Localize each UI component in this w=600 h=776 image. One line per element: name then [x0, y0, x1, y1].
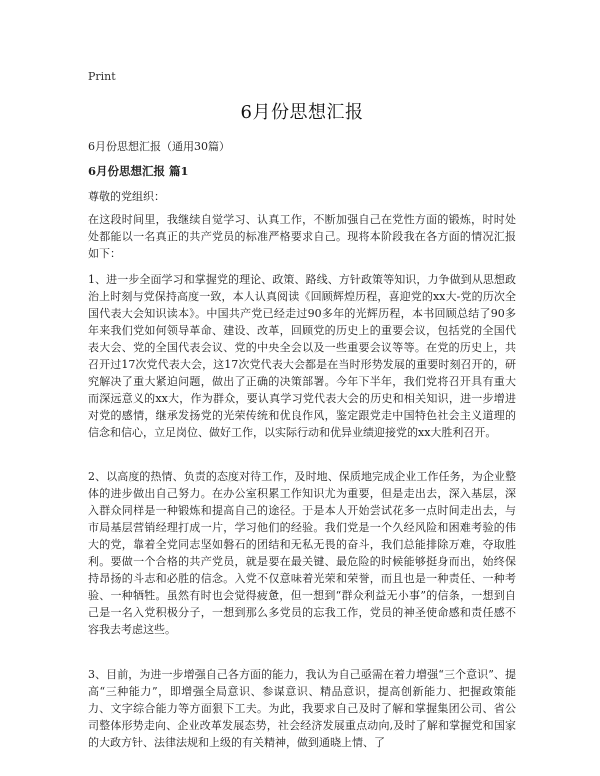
paragraph-2: 2、以高度的热情、负责的态度对待工作，及时地、保质地完成企业工作任务，为企业整体的进步做出自己努力。在办公室积累工作知识尤为重要，但是走出去，深入基层，深入群众同样是一种锻炼和提高自己的途径。于是本人开始尝试花多一点时间走出去，与市局基层营销经理打成一片，学习他们的经验。我们党是一个久经风险和困难考验的伟大的党，靠着全党同志坚如磐石的团结和无私无畏的奋斗，我们总能排除万难，夺取胜利。要做一个合格的共产党员，就是要在最关键、最危险的时候能够挺身而出，始终保持昂扬的斗志和必胜的信念。入党不仅意味着光荣和荣誉，而且也是一种责任、一种考验、一种牺牲。虽然有时也会觉得疲惫，但一想到“群众利益无小事”的信条，一想到自己是一名入党积极分子，一想到那么多党员的忘我工作，党员的神圣使命感和责任感不容我去考虑这些。 — [88, 470, 516, 636]
paragraph-3: 3、目前，为进一步增强自己各方面的能力，我认为自己亟需在着力增强“三个意识”、提高“三种能力”，即增强全局意识、参谋意识、精品意识，提高创新能力、把握政策能力、文字综合能力等方面狠下工夫。为此，我要求自己及时了解和掌握集团公司、省公司整体形势走向、企业改革发展态势，社会经济发展重点动向,及时了解和掌握党和国家的大政方针、法律法规和上级的有关精神，做到通晓上情、了 — [88, 668, 516, 749]
section-heading: 6月份思想汇报 篇1 — [88, 164, 189, 178]
greeting: 尊敬的党组织： — [88, 190, 165, 203]
print-link[interactable]: Print — [88, 70, 116, 83]
page-title: 6月份思想汇报 — [240, 102, 364, 123]
paragraph-intro: 在这段时间里，我继续自觉学习、认真工作，不断加强自己在党性方面的锻炼，时时处处都能以一名真正的共产党员的标准严格要求自己。现将本阶段我在各方面的情况汇报如下： — [88, 213, 516, 260]
paragraph-1: 1、进一步全面学习和掌握党的理论、政策、路线、方针政策等知识，力争做到从思想政治上时刻与党保持高度一致，本人认真阅读《回顾辉煌历程，喜迎党的xx大-党的历次全国代表大会知识读本》。中国共产党已经走过90多年的光辉历程，本书回顾总结了90多年来我们党如何领导革命、建设、改革，回顾党的历史上的重要会议，包括党的全国代表大会、党的全国代表会议、党的中央全会以及一些重要会议等等。在党的历史上，共召开过17次党代表大会，这17次党代表大会都是在当时形势发展的重要时刻召开的，研究解决了重大紧迫问题，做出了正确的决策部署。今年下半年，我们党将召开具有重大而深远意义的xx大，作为群众，要认真学习党代表大会的历史和相关知识，进一步增进对党的感情，继承发扬党的光荣传统和优良作风，鉴定跟党走中国特色社会主义道理的信念和信心，立足岗位、做好工作，以实际行动和优异业绩迎接党的xx大胜利召开。 — [88, 273, 516, 439]
document-subtitle: 6月份思想汇报（通用30篇） — [88, 140, 230, 153]
